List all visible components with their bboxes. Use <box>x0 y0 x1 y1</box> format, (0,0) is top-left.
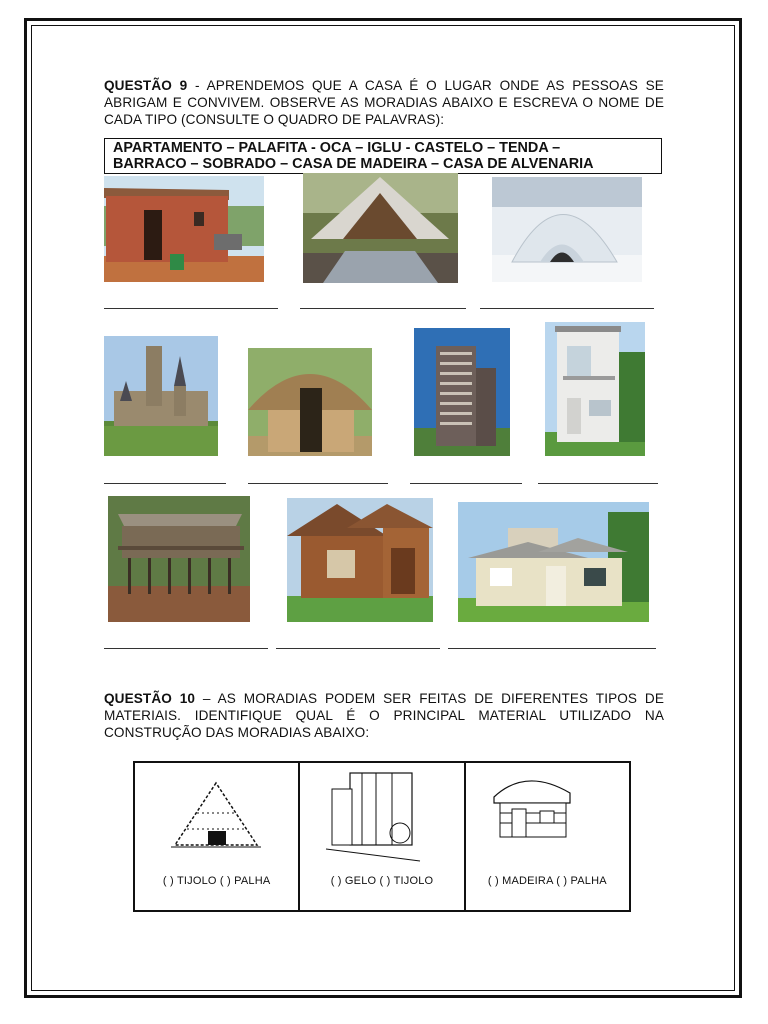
materials-table <box>133 761 631 912</box>
answer-line-7[interactable] <box>538 483 658 484</box>
photo-townhouse <box>545 322 645 456</box>
materials-cell-building <box>300 763 465 910</box>
answer-line-10[interactable] <box>448 648 656 649</box>
photo-shack <box>104 176 264 282</box>
photo-stilt-house <box>108 496 250 622</box>
option-building[interactable]: ( ) GELO ( ) TIJOLO <box>330 875 434 887</box>
word-bank-line-1: APARTAMENTO – PALAFITA - OCA – IGLU - CASTELO – TENDA – <box>113 140 561 156</box>
photo-hut <box>248 348 372 456</box>
question-10-text <box>104 690 664 741</box>
option-hut[interactable]: ( ) TIJOLO ( ) PALHA <box>162 875 271 887</box>
photo-masonry-house <box>458 502 649 622</box>
building-drawing <box>300 763 468 873</box>
hut-drawing <box>135 763 297 873</box>
answer-line-9[interactable] <box>276 648 440 649</box>
word-bank-box <box>104 138 662 174</box>
question-9-text <box>104 77 664 128</box>
question-10-statement: – AS MORADIAS PODEM SER FEITAS DE DIFERENTES TIPOS DE MATERIAIS. IDENTIFIQUE QUAL É O PRINCIPAL MATERIAL UTILIZADO NA CONSTRUÇÃO DAS MORADIAS ABAIXO: <box>104 691 664 740</box>
answer-line-8[interactable] <box>104 648 268 649</box>
photo-igloo <box>492 177 642 282</box>
photo-tent <box>303 173 458 283</box>
option-wooden-house[interactable]: ( ) MADEIRA ( ) PALHA <box>487 875 607 887</box>
answer-line-1[interactable] <box>104 308 278 309</box>
question-10-label: QUESTÃO 10 <box>104 691 196 706</box>
photo-wooden-house <box>287 498 433 622</box>
materials-cell-hut <box>135 763 300 910</box>
photo-apartment <box>414 328 510 456</box>
answer-line-6[interactable] <box>410 483 522 484</box>
answer-line-5[interactable] <box>248 483 388 484</box>
wooden-house-drawing <box>466 763 628 873</box>
question-9-label: QUESTÃO 9 <box>104 78 188 93</box>
word-bank-line-2: BARRACO – SOBRADO – CASA DE MADEIRA – CASA DE ALVENARIA <box>113 155 594 172</box>
materials-cell-wooden-house <box>466 763 629 910</box>
answer-line-3[interactable] <box>480 308 654 309</box>
answer-line-2[interactable] <box>300 308 466 309</box>
photo-castle <box>104 336 218 456</box>
question-9-statement: - APRENDEMOS QUE A CASA É O LUGAR ONDE AS PESSOAS SE ABRIGAM E CONVIVEM. OBSERVE AS MORADIAS ABAIXO E ESCREVA O NOME DE CADA TIPO (CONSULTE O QUADRO DE PALAVRAS): <box>104 78 664 127</box>
answer-line-4[interactable] <box>104 483 226 484</box>
